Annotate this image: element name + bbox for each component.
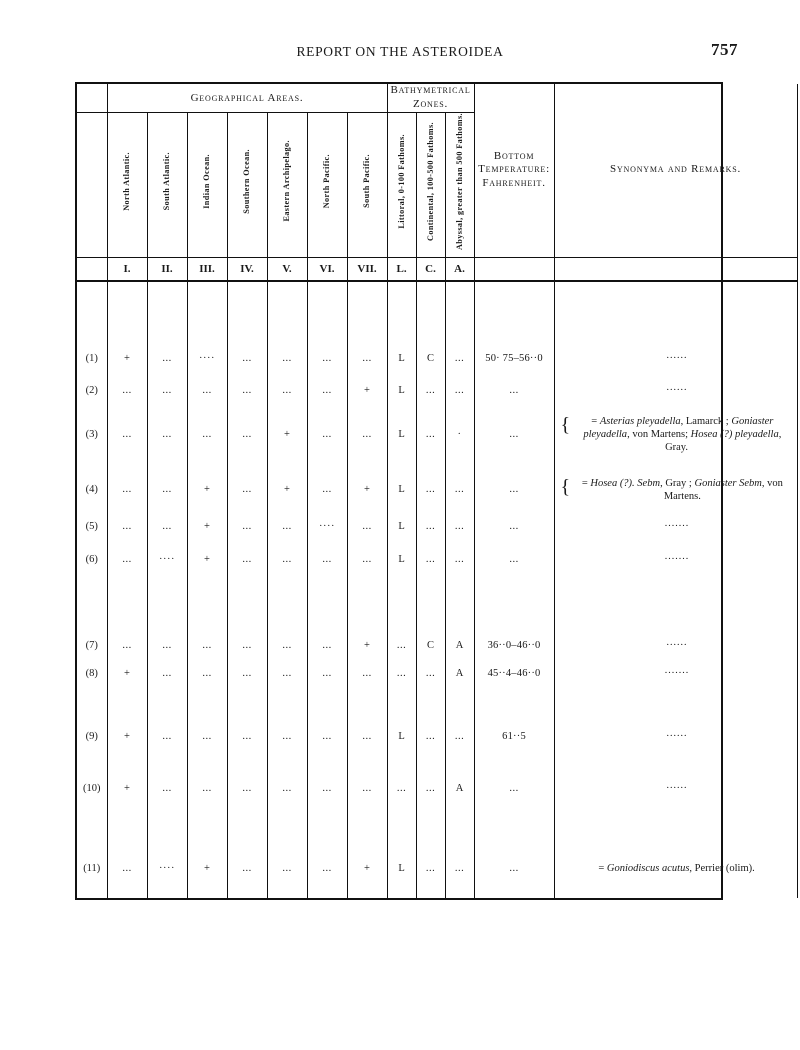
cell-zone-a: A bbox=[445, 636, 474, 655]
cell-area-6: ... bbox=[307, 779, 347, 798]
cell-area-2: ···· bbox=[147, 549, 187, 568]
header-bathymetrical-zones: Bathymetrical Zones. bbox=[387, 84, 474, 112]
cell-area-7: ... bbox=[347, 727, 387, 746]
cell-zone-l: L bbox=[387, 727, 416, 746]
cell-zone-l: L bbox=[387, 859, 416, 878]
cell-bottom-temperature: ... bbox=[474, 549, 554, 568]
cell-area-2: ... bbox=[147, 476, 187, 504]
header-area-southern-ocean: Southern Ocean. bbox=[227, 112, 267, 257]
page-title: REPORT ON THE ASTEROIDEA bbox=[296, 44, 504, 59]
brace-glyph: { bbox=[560, 475, 571, 498]
row-number: (3) bbox=[77, 414, 107, 457]
table-row bbox=[77, 381, 797, 400]
cell-area-2: ... bbox=[147, 414, 187, 457]
table-row bbox=[77, 859, 797, 878]
cell-area-6: ... bbox=[307, 381, 347, 400]
cell-area-1: ... bbox=[107, 636, 147, 655]
cell-zone-c: ... bbox=[416, 414, 445, 457]
table-spacer-row bbox=[77, 504, 797, 517]
header-area-indian-ocean: Indian Ocean. bbox=[187, 112, 227, 257]
remarks-text: ······· bbox=[664, 521, 689, 533]
cell-area-7: ... bbox=[347, 549, 387, 568]
cell-area-5: ... bbox=[267, 779, 307, 798]
row-number: (1) bbox=[77, 349, 107, 368]
remarks-text: ······· bbox=[664, 668, 689, 680]
cell-zone-c: ... bbox=[416, 859, 445, 878]
cell-zone-a: ... bbox=[445, 517, 474, 536]
header-geographical-areas: Geographical Areas. bbox=[107, 84, 387, 112]
cell-area-3: ···· bbox=[187, 349, 227, 368]
cell-zone-a: · bbox=[445, 414, 474, 457]
cell-zone-a: A bbox=[445, 664, 474, 683]
cell-area-2: ... bbox=[147, 349, 187, 368]
cell-area-1: + bbox=[107, 349, 147, 368]
cell-remarks bbox=[554, 859, 797, 878]
cell-area-7: + bbox=[347, 636, 387, 655]
row-number: (6) bbox=[77, 549, 107, 568]
cell-zone-a: ... bbox=[445, 381, 474, 400]
cell-area-3: ... bbox=[187, 727, 227, 746]
cell-area-4: ... bbox=[227, 859, 267, 878]
header-numeral-4: IV. bbox=[227, 257, 267, 281]
cell-zone-l: L bbox=[387, 549, 416, 568]
cell-area-7: ... bbox=[347, 349, 387, 368]
remarks-text: ······· bbox=[664, 553, 689, 565]
header-numeral-1: I. bbox=[107, 257, 147, 281]
row-number: (11) bbox=[77, 859, 107, 878]
cell-area-1: ... bbox=[107, 549, 147, 568]
cell-zone-c: ... bbox=[416, 779, 445, 798]
cell-remarks bbox=[554, 636, 797, 655]
cell-bottom-temperature: ... bbox=[474, 859, 554, 878]
cell-area-7: + bbox=[347, 859, 387, 878]
cell-zone-c: ... bbox=[416, 517, 445, 536]
header-area-north-pacific: North Pacific. bbox=[307, 112, 347, 257]
cell-area-7: ... bbox=[347, 517, 387, 536]
cell-remarks bbox=[554, 664, 797, 683]
cell-area-1: ... bbox=[107, 381, 147, 400]
cell-area-3: ... bbox=[187, 636, 227, 655]
row-number: (5) bbox=[77, 517, 107, 536]
row-number: (2) bbox=[77, 381, 107, 400]
cell-bottom-temperature: 36··0–46··0 bbox=[474, 636, 554, 655]
cell-area-1: ... bbox=[107, 517, 147, 536]
header-area-north-atlantic: North Atlantic. bbox=[107, 112, 147, 257]
brace-glyph: { bbox=[560, 414, 571, 437]
header-numeral-7: VII. bbox=[347, 257, 387, 281]
cell-area-6: ... bbox=[307, 636, 347, 655]
cell-area-6: ···· bbox=[307, 517, 347, 536]
table-spacer-row bbox=[77, 537, 797, 550]
cell-area-2: ... bbox=[147, 727, 187, 746]
cell-area-4: ... bbox=[227, 381, 267, 400]
cell-zone-a: ... bbox=[445, 476, 474, 504]
cell-area-2: ... bbox=[147, 517, 187, 536]
header-area-south-pacific: South Pacific. bbox=[347, 112, 387, 257]
cell-area-6: ... bbox=[307, 664, 347, 683]
header-rownum-blank-3 bbox=[77, 257, 107, 281]
cell-area-1: + bbox=[107, 664, 147, 683]
header-rownum-blank-2 bbox=[77, 112, 107, 257]
running-head bbox=[0, 40, 800, 64]
cell-zone-l: ... bbox=[387, 664, 416, 683]
cell-remarks bbox=[554, 414, 797, 457]
header-temp-blank bbox=[474, 257, 554, 281]
cell-bottom-temperature: ... bbox=[474, 517, 554, 536]
cell-area-1: ... bbox=[107, 414, 147, 457]
cell-remarks bbox=[554, 517, 797, 536]
table-row bbox=[77, 349, 797, 368]
table-spacer-row bbox=[77, 878, 797, 898]
remarks-text: ······ bbox=[666, 352, 688, 364]
header-numeral-a: A. bbox=[445, 257, 474, 281]
table-row bbox=[77, 779, 797, 798]
cell-area-6: ... bbox=[307, 349, 347, 368]
remarks-text: = Hosea (?). Sebm, Gray ; Goniaster Sebm, von Martens. bbox=[581, 477, 783, 502]
cell-area-2: ... bbox=[147, 381, 187, 400]
table-row bbox=[77, 517, 797, 536]
row-number: (8) bbox=[77, 664, 107, 683]
cell-zone-l: L bbox=[387, 476, 416, 504]
cell-area-3: ... bbox=[187, 779, 227, 798]
header-area-south-atlantic: South Atlantic. bbox=[147, 112, 187, 257]
remarks-text: ······ bbox=[666, 783, 688, 794]
header-numeral-2: II. bbox=[147, 257, 187, 281]
cell-area-3: + bbox=[187, 859, 227, 878]
cell-area-1: + bbox=[107, 779, 147, 798]
cell-bottom-temperature: ... bbox=[474, 414, 554, 457]
table-spacer-row bbox=[77, 456, 797, 475]
table-row bbox=[77, 727, 797, 746]
table-row bbox=[77, 636, 797, 655]
table-spacer-row bbox=[77, 684, 797, 727]
table-spacer-row bbox=[77, 656, 797, 665]
header-numeral-l: L. bbox=[387, 257, 416, 281]
cell-area-4: ... bbox=[227, 636, 267, 655]
row-number: (7) bbox=[77, 636, 107, 655]
header-remarks-blank bbox=[554, 257, 797, 281]
cell-area-5: ... bbox=[267, 381, 307, 400]
cell-area-7: + bbox=[347, 476, 387, 504]
cell-area-7: + bbox=[347, 381, 387, 400]
cell-area-4: ... bbox=[227, 664, 267, 683]
remarks-text: = Asterias pleyadella, Lamarck ; Goniaster pleyadella, von Martens; Hosea (?) pleyadella, Gray. bbox=[583, 416, 782, 454]
cell-bottom-temperature: ... bbox=[474, 381, 554, 400]
cell-zone-a: ... bbox=[445, 349, 474, 368]
table-spacer-row bbox=[77, 798, 797, 859]
cell-area-7: ... bbox=[347, 779, 387, 798]
cell-zone-a: ... bbox=[445, 727, 474, 746]
cell-zone-c: C bbox=[416, 349, 445, 368]
cell-zone-l: L bbox=[387, 414, 416, 457]
cell-area-6: ... bbox=[307, 859, 347, 878]
header-zone-abyssal: Abyssal, greater than 500 Fathoms. bbox=[445, 112, 474, 257]
cell-bottom-temperature: ... bbox=[474, 779, 554, 798]
remarks-text: ······ bbox=[666, 640, 688, 652]
cell-area-2: ... bbox=[147, 779, 187, 798]
cell-area-3: + bbox=[187, 549, 227, 568]
cell-area-3: + bbox=[187, 517, 227, 536]
cell-area-5: ... bbox=[267, 664, 307, 683]
cell-remarks bbox=[554, 476, 797, 504]
cell-remarks bbox=[554, 381, 797, 400]
row-number: (10) bbox=[77, 779, 107, 798]
cell-area-4: ... bbox=[227, 414, 267, 457]
cell-zone-l: ... bbox=[387, 636, 416, 655]
cell-area-6: ... bbox=[307, 727, 347, 746]
cell-area-4: ... bbox=[227, 779, 267, 798]
remarks-text: ······ bbox=[666, 731, 688, 743]
header-bottom-temperature: Bottom Temperature: Fahrenheit. bbox=[474, 84, 554, 257]
row-number: (4) bbox=[77, 476, 107, 504]
cell-area-7: ... bbox=[347, 414, 387, 457]
cell-remarks bbox=[554, 549, 797, 568]
header-group-row bbox=[77, 84, 797, 112]
cell-area-6: ... bbox=[307, 549, 347, 568]
cell-area-1: ... bbox=[107, 859, 147, 878]
cell-area-6: ... bbox=[307, 476, 347, 504]
header-numeral-5: V. bbox=[267, 257, 307, 281]
cell-zone-l: L bbox=[387, 517, 416, 536]
cell-bottom-temperature: 50· 75–56··0 bbox=[474, 349, 554, 368]
cell-area-2: ···· bbox=[147, 859, 187, 878]
cell-zone-l: L bbox=[387, 349, 416, 368]
cell-zone-a: ... bbox=[445, 549, 474, 568]
cell-area-1: + bbox=[107, 727, 147, 746]
table-spacer-row bbox=[77, 569, 797, 636]
cell-area-4: ... bbox=[227, 727, 267, 746]
cell-bottom-temperature: 45··4–46··0 bbox=[474, 664, 554, 683]
header-area-eastern-archipelago: Eastern Archipelago. bbox=[267, 112, 307, 257]
cell-zone-c: ... bbox=[416, 549, 445, 568]
cell-area-5: ... bbox=[267, 549, 307, 568]
cell-zone-c: ... bbox=[416, 381, 445, 400]
cell-remarks bbox=[554, 779, 797, 798]
row-number: (9) bbox=[77, 727, 107, 746]
remarks-text: = Goniodiscus acutus, Perrier (olim). bbox=[598, 863, 755, 875]
table-body bbox=[77, 281, 797, 898]
cell-area-5: ... bbox=[267, 517, 307, 536]
data-table bbox=[77, 84, 798, 898]
cell-area-3: ... bbox=[187, 664, 227, 683]
table-row bbox=[77, 549, 797, 568]
table-spacer-row bbox=[77, 401, 797, 414]
cell-area-4: ... bbox=[227, 349, 267, 368]
cell-zone-l: ... bbox=[387, 779, 416, 798]
table-spacer-row bbox=[77, 281, 797, 349]
cell-area-5: ... bbox=[267, 349, 307, 368]
cell-area-1: ... bbox=[107, 476, 147, 504]
header-numeral-3: III. bbox=[187, 257, 227, 281]
cell-area-2: ... bbox=[147, 664, 187, 683]
cell-area-4: ... bbox=[227, 517, 267, 536]
cell-zone-c: C bbox=[416, 636, 445, 655]
table-row bbox=[77, 476, 797, 504]
data-table-frame bbox=[75, 82, 783, 900]
page-number: 757 bbox=[711, 40, 738, 59]
table-spacer-row bbox=[77, 746, 797, 778]
table-spacer-row bbox=[77, 368, 797, 381]
cell-remarks bbox=[554, 727, 797, 746]
cell-area-7: ... bbox=[347, 664, 387, 683]
cell-area-5: ... bbox=[267, 859, 307, 878]
cell-zone-c: ... bbox=[416, 727, 445, 746]
cell-area-3: + bbox=[187, 476, 227, 504]
cell-area-5: ... bbox=[267, 636, 307, 655]
header-synonyma-remarks: Synonyma and Remarks. bbox=[554, 84, 797, 257]
cell-area-3: ... bbox=[187, 381, 227, 400]
header-numeral-c: C. bbox=[416, 257, 445, 281]
cell-bottom-temperature: 61··5 bbox=[474, 727, 554, 746]
cell-area-5: + bbox=[267, 414, 307, 457]
table-row bbox=[77, 664, 797, 683]
cell-area-6: ... bbox=[307, 414, 347, 457]
header-numeral-6: VI. bbox=[307, 257, 347, 281]
cell-area-5: ... bbox=[267, 727, 307, 746]
cell-zone-a: ... bbox=[445, 859, 474, 878]
table-row bbox=[77, 414, 797, 457]
cell-zone-c: ... bbox=[416, 664, 445, 683]
table-header bbox=[77, 84, 797, 281]
cell-zone-l: L bbox=[387, 381, 416, 400]
cell-area-3: ... bbox=[187, 414, 227, 457]
header-zone-littoral: Littoral, 0-100 Fathoms. bbox=[387, 112, 416, 257]
header-rownum-blank bbox=[77, 84, 107, 112]
cell-area-5: + bbox=[267, 476, 307, 504]
cell-area-4: ... bbox=[227, 476, 267, 504]
cell-remarks bbox=[554, 349, 797, 368]
header-numerals-row bbox=[77, 257, 797, 281]
header-zone-continental: Continental, 100-500 Fathoms. bbox=[416, 112, 445, 257]
remarks-text: ······ bbox=[666, 385, 688, 397]
cell-bottom-temperature: ... bbox=[474, 476, 554, 504]
cell-area-4: ... bbox=[227, 549, 267, 568]
cell-zone-a: A bbox=[445, 779, 474, 798]
cell-zone-c: ... bbox=[416, 476, 445, 504]
cell-area-2: ... bbox=[147, 636, 187, 655]
